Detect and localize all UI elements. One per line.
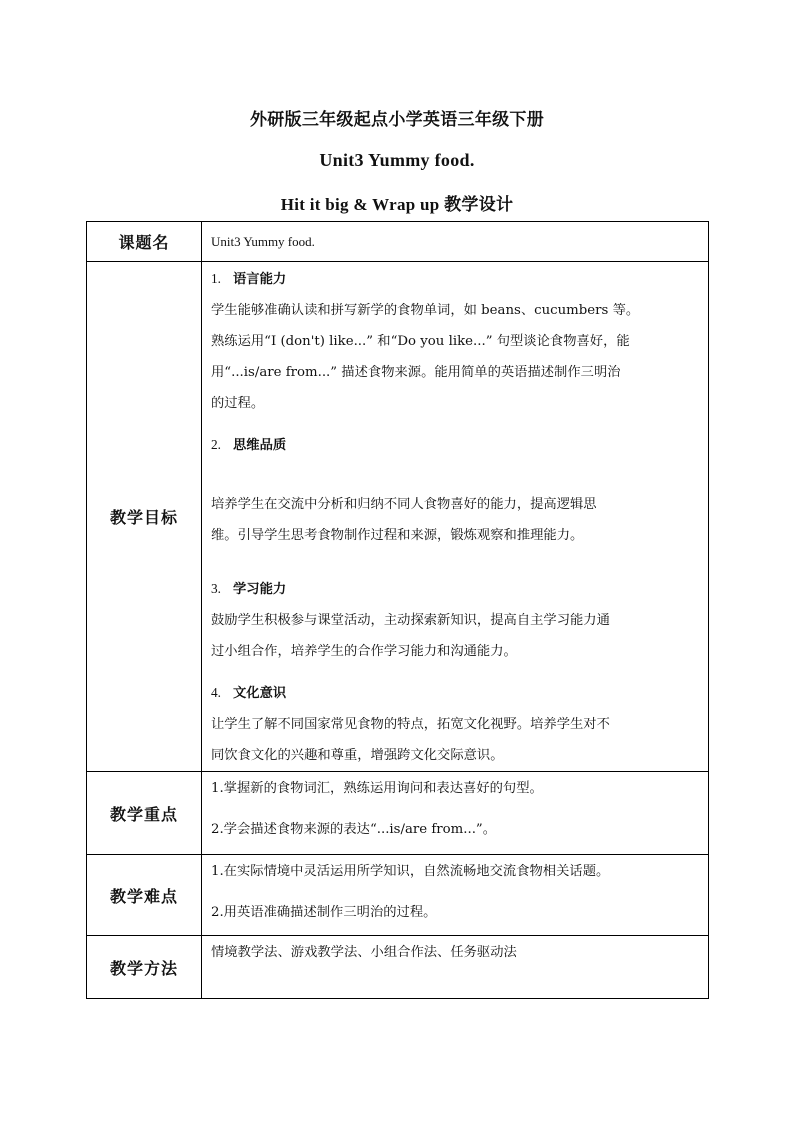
unit-title: Unit3 Yummy food. [319,150,475,170]
lesson-plan-table [86,221,709,999]
objective-heading-culture: 4. 文化意识 [211,685,287,701]
objective-text-line: 让学生了解不同国家常见食物的特点，拓宽文化视野。培养学生对不 [211,717,610,732]
difficulty-line: 1.在实际情境中灵活运用所学知识，自然流畅地交流食物相关话题。 [211,864,610,879]
objective-text-line: 用“...is/are from...” 描述食物来源。能用简单的英语描述制作三明治 [211,365,621,380]
methods-text: 情境教学法、游戏教学法、小组合作法、任务驱动法 [211,945,517,960]
objective-text-line: 过小组合作，培养学生的合作学习能力和沟通能力。 [211,644,517,659]
objective-text-line: 维。引导学生思考食物制作过程和来源，锻炼观察和推理能力。 [211,528,584,543]
value-difficulties [202,855,709,936]
row-objectives [87,262,709,772]
label-objectives: 教学目标 [87,262,202,772]
objective-heading-thinking: 2. 思维品质 [211,437,287,453]
value-key-points [202,772,709,855]
label-key-points: 教学重点 [87,772,202,855]
objective-heading-learning: 3. 学习能力 [211,581,287,597]
row-methods [87,936,709,999]
label-methods: 教学方法 [87,936,202,999]
objective-text-line: 同饮食文化的兴趣和尊重，增强跨文化交际意识。 [211,748,504,763]
row-key-points [87,772,709,855]
value-methods [202,936,709,999]
key-point-line: 2.学会描述食物来源的表达“...is/are from...”。 [211,822,497,837]
row-topic [87,222,709,262]
objective-text-line: 的过程。 [211,396,265,411]
row-difficulties [87,855,709,936]
difficulty-line: 2.用英语准确描述制作三明治的过程。 [211,905,437,920]
value-objectives [202,262,709,772]
objective-text-line: 学生能够准确认读和拼写新学的食物单词，如 beans、cucumbers 等。 [211,303,640,318]
label-topic: 课题名 [87,222,202,262]
document-title: 外研版三年级起点小学英语三年级下册 [249,110,545,129]
objective-text-line: 熟练运用“I (don't) like...” 和“Do you like...” 句型谈论食物喜好，能 [211,334,630,349]
objective-text-line: 鼓励学生积极参与课堂活动，主动探索新知识，提高自主学习能力通 [211,613,610,628]
key-point-line: 1.掌握新的食物词汇，熟练运用询问和表达喜好的句型。 [211,781,543,796]
objective-heading-language: 1. 语言能力 [211,271,287,287]
value-topic: Unit3 Yummy food. [202,222,709,262]
objective-text-line: 培养学生在交流中分析和归纳不同人食物喜好的能力，提高逻辑思 [211,497,597,512]
label-difficulties: 教学难点 [87,855,202,936]
lesson-subtitle: Hit it big & Wrap up 教学设计 [280,195,514,214]
